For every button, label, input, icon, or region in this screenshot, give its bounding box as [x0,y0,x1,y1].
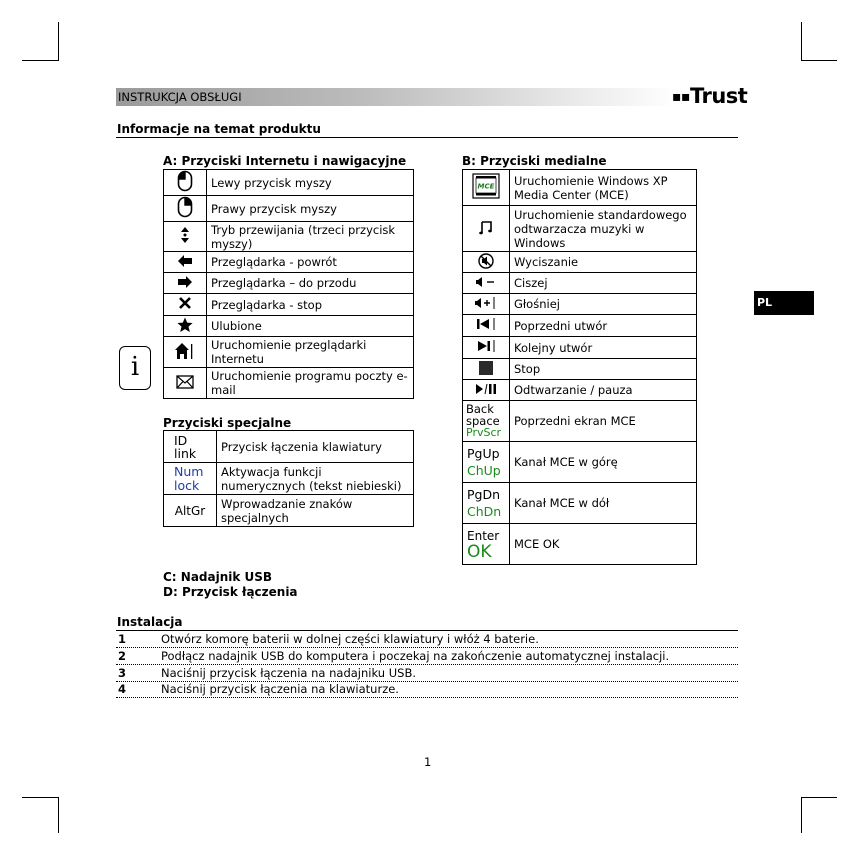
table-row-label: Stop [510,359,697,380]
step-number: 1 [118,632,127,646]
special-keys-heading: Przyciski specjalne [163,416,292,430]
table-row [463,170,697,206]
table-row [164,337,414,368]
header-bar [116,88,676,106]
logo-text: Trust [689,84,748,108]
table-b [462,169,697,565]
table-row-label: Ulubione [207,316,414,337]
key-top-label: Enter [467,529,500,543]
table-row [164,495,414,527]
volume-up-icon [463,294,510,315]
table-row [463,359,697,380]
install-step [116,681,738,698]
table-row-label: Głośniej [510,294,697,315]
key-top-label: PgDn [467,487,501,502]
crop-mark [22,60,59,61]
table-row-label: Przycisk łączenia klawiatury [217,431,414,463]
language-tab: PL [754,291,814,315]
step-number: 3 [118,666,127,680]
step-text: Naciśnij przycisk łączenia na nadajniku USB. [161,666,416,680]
table-row-label: Tryb przewijania (trzeci przycisk myszy) [207,222,414,252]
install-step [116,631,738,648]
table-row-label: Uruchomienie standardowego odtwarzacza muzyki w Windows [510,206,697,252]
table-row [164,463,414,495]
volume-down-icon [463,273,510,294]
previous-track-icon [463,315,510,337]
table-row-label: Przeglądarka – do przodu [207,273,414,294]
stop-icon [463,359,510,380]
table-row-label: Wyciszanie [510,252,697,273]
table-row-label: Ciszej [510,273,697,294]
table-row-label: MCE OK [510,524,697,565]
enter-key-icon [463,524,510,565]
table-row [463,442,697,483]
table-row-label: Uruchomienie programu poczty e-mail [207,368,414,399]
crop-mark [58,797,59,833]
step-text: Podłącz nadajnik USB do komputera i poczekaj na zakończenie automatycznej instalacji. [161,649,670,663]
table-row [164,273,414,294]
install-step [116,665,738,682]
table-row-label: Lewy przycisk myszy [207,170,414,196]
arrow-left-icon [164,252,207,273]
step-text: Naciśnij przycisk łączenia na klawiaturze. [161,682,399,696]
table-row-label: Poprzedni utwór [510,315,697,337]
key-bottom-label: PrvScr [466,426,502,439]
table-row-label: Przeglądarka - stop [207,294,414,316]
install-heading: Instalacja [117,615,183,629]
key-bottom-label: OK [467,542,492,562]
table-a-heading: A: Przyciski Internetu i nawigacyjne [163,154,407,168]
star-icon [164,316,207,337]
table-row-label: Kanał MCE w górę [510,442,697,483]
key-label: ID link [174,432,197,461]
table-row-label: Uruchomienie Windows XP Media Center (MCE) [510,170,697,206]
table-row [463,252,697,273]
play-pause-icon [463,380,510,401]
step-number: 4 [118,682,127,696]
table-b-heading: B: Przyciski medialne [462,154,607,168]
page-number: 1 [424,755,432,769]
table-row-label: Kanał MCE w dół [510,483,697,524]
altgr-key-icon: AltGr [164,495,217,527]
scroll-mode-icon [164,222,207,252]
table-a [163,169,414,399]
crop-mark [801,22,802,60]
usb-transmitter-label: C: Nadajnik USB [163,570,273,584]
special-keys-table [163,430,414,527]
table-row [164,196,414,222]
next-track-icon [463,337,510,359]
home-icon [164,337,207,368]
svg-text:MCE: MCE [477,182,495,191]
pgdn-key-icon [463,483,510,524]
key-top-label: Back space [466,402,500,428]
key-top-label: PgUp [467,446,500,461]
table-row [463,206,697,252]
table-row [164,222,414,252]
right-mouse-button-icon [164,196,207,222]
section-rule [116,137,738,138]
table-row-label: Kolejny utwór [510,337,697,359]
crop-mark [22,797,59,798]
table-row [463,380,697,401]
table-row [463,315,697,337]
table-row [463,524,697,565]
info-icon: i [119,346,151,390]
key-label: Num lock [174,463,204,493]
table-row [463,273,697,294]
table-row [164,170,414,196]
install-step [116,648,738,665]
id-link-key-icon [164,431,217,463]
table-row [164,252,414,273]
backspace-key-icon [463,401,510,442]
table-row-label: Uruchomienie przeglądarki Internetu [207,337,414,368]
step-number: 2 [118,649,127,663]
mute-icon [463,252,510,273]
table-row [463,401,697,442]
key-bottom-label: ChUp [467,463,501,478]
connect-button-label: D: Przycisk łączenia [163,585,298,599]
key-bottom-label: ChDn [467,504,502,519]
table-row [164,368,414,399]
arrow-right-icon [164,273,207,294]
table-row [164,431,414,463]
close-icon [164,294,207,316]
table-row-label: Odtwarzanie / pauza [510,380,697,401]
table-row [463,483,697,524]
crop-mark [801,797,837,798]
step-text: Otwórz komorę baterii w dolnej części klawiatury i włóż 4 baterie. [161,632,539,646]
table-row [463,294,697,315]
table-row-label: Wprowadzanie znaków specjalnych [217,495,414,527]
table-row [463,337,697,359]
section-title: Informacje na temat produktu [117,122,321,136]
crop-mark [801,60,837,61]
crop-mark [58,22,59,60]
left-mouse-button-icon [164,170,207,196]
envelope-icon [164,368,207,399]
header-title: INSTRUKCJA OBSŁUGI [118,90,242,104]
crop-mark [801,797,802,833]
table-row-label: Prawy przycisk myszy [207,196,414,222]
music-note-icon [463,206,510,252]
num-lock-key-icon [164,463,217,495]
table-row-label: Aktywacja funkcji numerycznych (tekst niebieski) [217,463,414,495]
table-row [164,294,414,316]
table-row [164,316,414,337]
table-row-label: Poprzedni ekran MCE [510,401,697,442]
table-row-label: Przeglądarka - powrót [207,252,414,273]
pgup-key-icon [463,442,510,483]
mce-icon [463,170,510,206]
trust-logo: ▪▪Trust [672,84,748,108]
